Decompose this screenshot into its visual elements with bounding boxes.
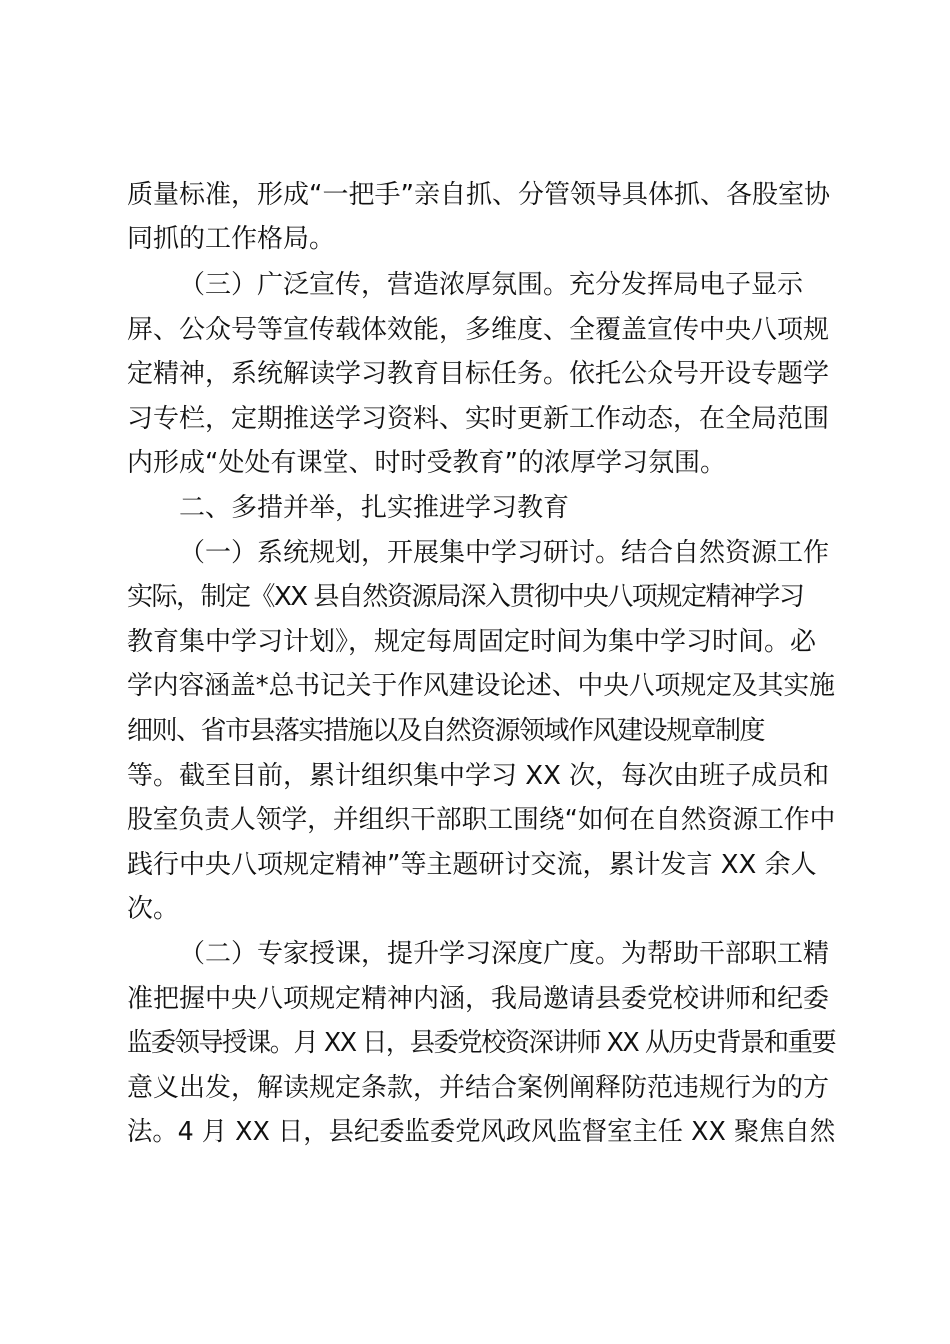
paragraph-line: 质量标准，形成“一把手”亲自抓、分管领导具体抓、各股室协 [127,180,830,210]
paragraph-line: 习专栏，定期推送学习资料、实时更新工作动态，在全局范围 [127,404,830,434]
paragraph-line: 细则、省市县落实措施以及自然资源领域作风建设规章制度 [127,716,765,746]
section-heading: 二、多措并举，扎实推进学习教育 [179,493,570,523]
paragraph-line: （一）系统规划，开展集中学习研讨。结合自然资源工作 [179,538,830,568]
paragraph-line: （三）广泛宣传，营造浓厚氛围。充分发挥局电子显示 [179,270,804,300]
paragraph-line: 准把握中央八项规定精神内涵，我局邀请县委党校讲师和纪委 [127,984,830,1014]
paragraph-line: 法。4 月 XX 日，县纪委监委党风政风监督室主任 XX 聚焦自然 [127,1117,836,1147]
paragraph-line: 践行中央八项规定精神”等主题研讨交流，累计发言 XX 余人 [127,850,817,880]
paragraph-line: （二）专家授课，提升学习深度广度。为帮助干部职工精 [179,939,830,969]
paragraph-line: 等。截至目前，累计组织集中学习 XX 次，每次由班子成员和 [127,761,830,791]
paragraph-line: 次。 [127,894,180,924]
paragraph-line: 定精神，系统解读学习教育目标任务。依托公众号开设专题学 [127,359,830,389]
paragraph-line: 学内容涵盖*总书记关于作风建设论述、中央八项规定及其实施 [127,671,835,701]
paragraph-line: 同抓的工作格局。 [127,224,336,254]
paragraph-line: 股室负责人领学，并组织干部职工围绕“如何在自然资源工作中 [127,805,836,835]
paragraph-line: 教育集中学习计划》，规定每周固定时间为集中学习时间。必 [127,627,817,657]
paragraph-line: 屏、公众号等宣传载体效能，多维度、全覆盖宣传中央八项规 [127,315,830,345]
paragraph-line: 内形成“处处有课堂、时时受教育”的浓厚学习氛围。 [127,448,726,478]
paragraph-line: 实际，制定《XX 县自然资源局深入贯彻中央八项规定精神学习 [127,582,804,612]
paragraph-line: 意义出发，解读规定条款，并结合案例阐释防范违规行为的方 [127,1073,830,1103]
paragraph-line: 监委领导授课。月 XX 日，县委党校资深讲师 XX 从历史背景和重要 [127,1028,836,1058]
